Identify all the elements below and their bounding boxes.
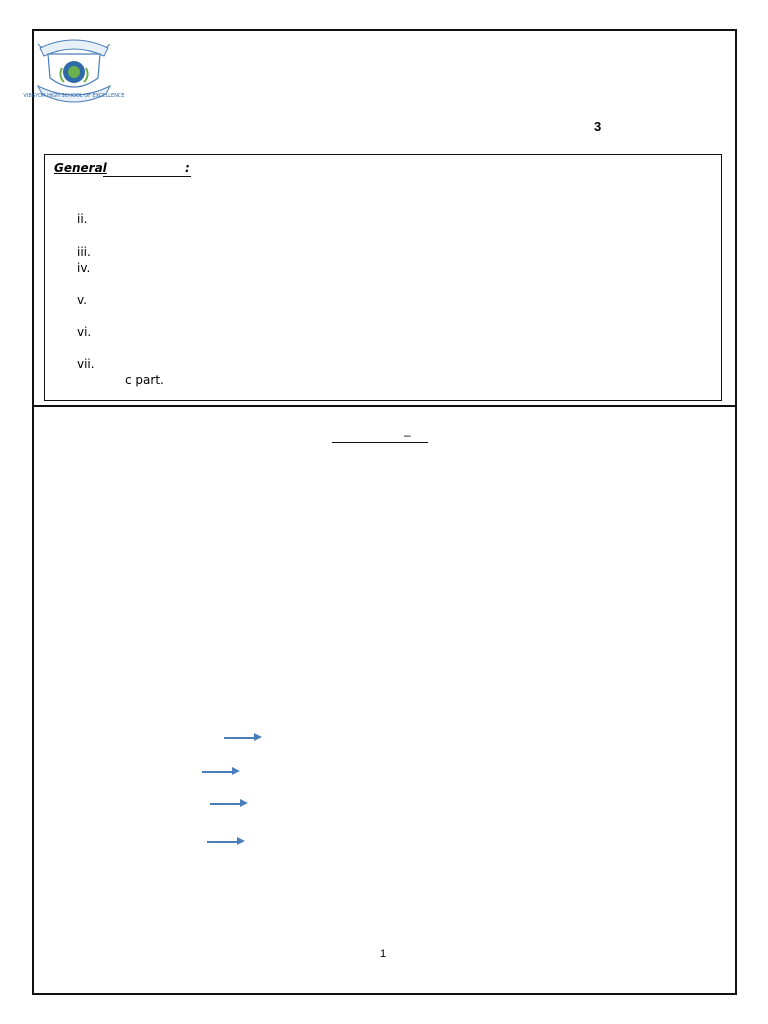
page-number: 1 xyxy=(380,948,387,960)
school-logo xyxy=(23,34,125,106)
instruction-numeral-vii: vii. xyxy=(77,357,95,371)
arrow-icon xyxy=(210,799,248,809)
section-heading-dash: – xyxy=(404,428,411,442)
instruction-continuation: c part. xyxy=(125,373,164,387)
instructions-title: General xyxy=(54,161,107,175)
instructions-title-underline xyxy=(103,176,191,177)
instruction-numeral-vi: vi. xyxy=(77,325,92,339)
section-heading-underline xyxy=(332,442,428,443)
paper-marks: 3 xyxy=(594,119,602,134)
instruction-numeral-v: v. xyxy=(77,293,87,307)
instructions-title-colon: : xyxy=(185,161,190,175)
instruction-numeral-iii: iii. xyxy=(77,245,91,259)
general-instructions-box xyxy=(44,154,722,401)
arrow-icon xyxy=(207,837,245,847)
instruction-numeral-ii: ii. xyxy=(77,212,88,226)
arrow-icon xyxy=(202,767,240,777)
arrow-icon xyxy=(224,733,262,743)
logo-motto: VIBGYOR HIGH SCHOOL OF EXCELLENCE xyxy=(23,93,125,99)
instruction-numeral-iv: iv. xyxy=(77,261,91,275)
header-divider xyxy=(32,405,735,407)
